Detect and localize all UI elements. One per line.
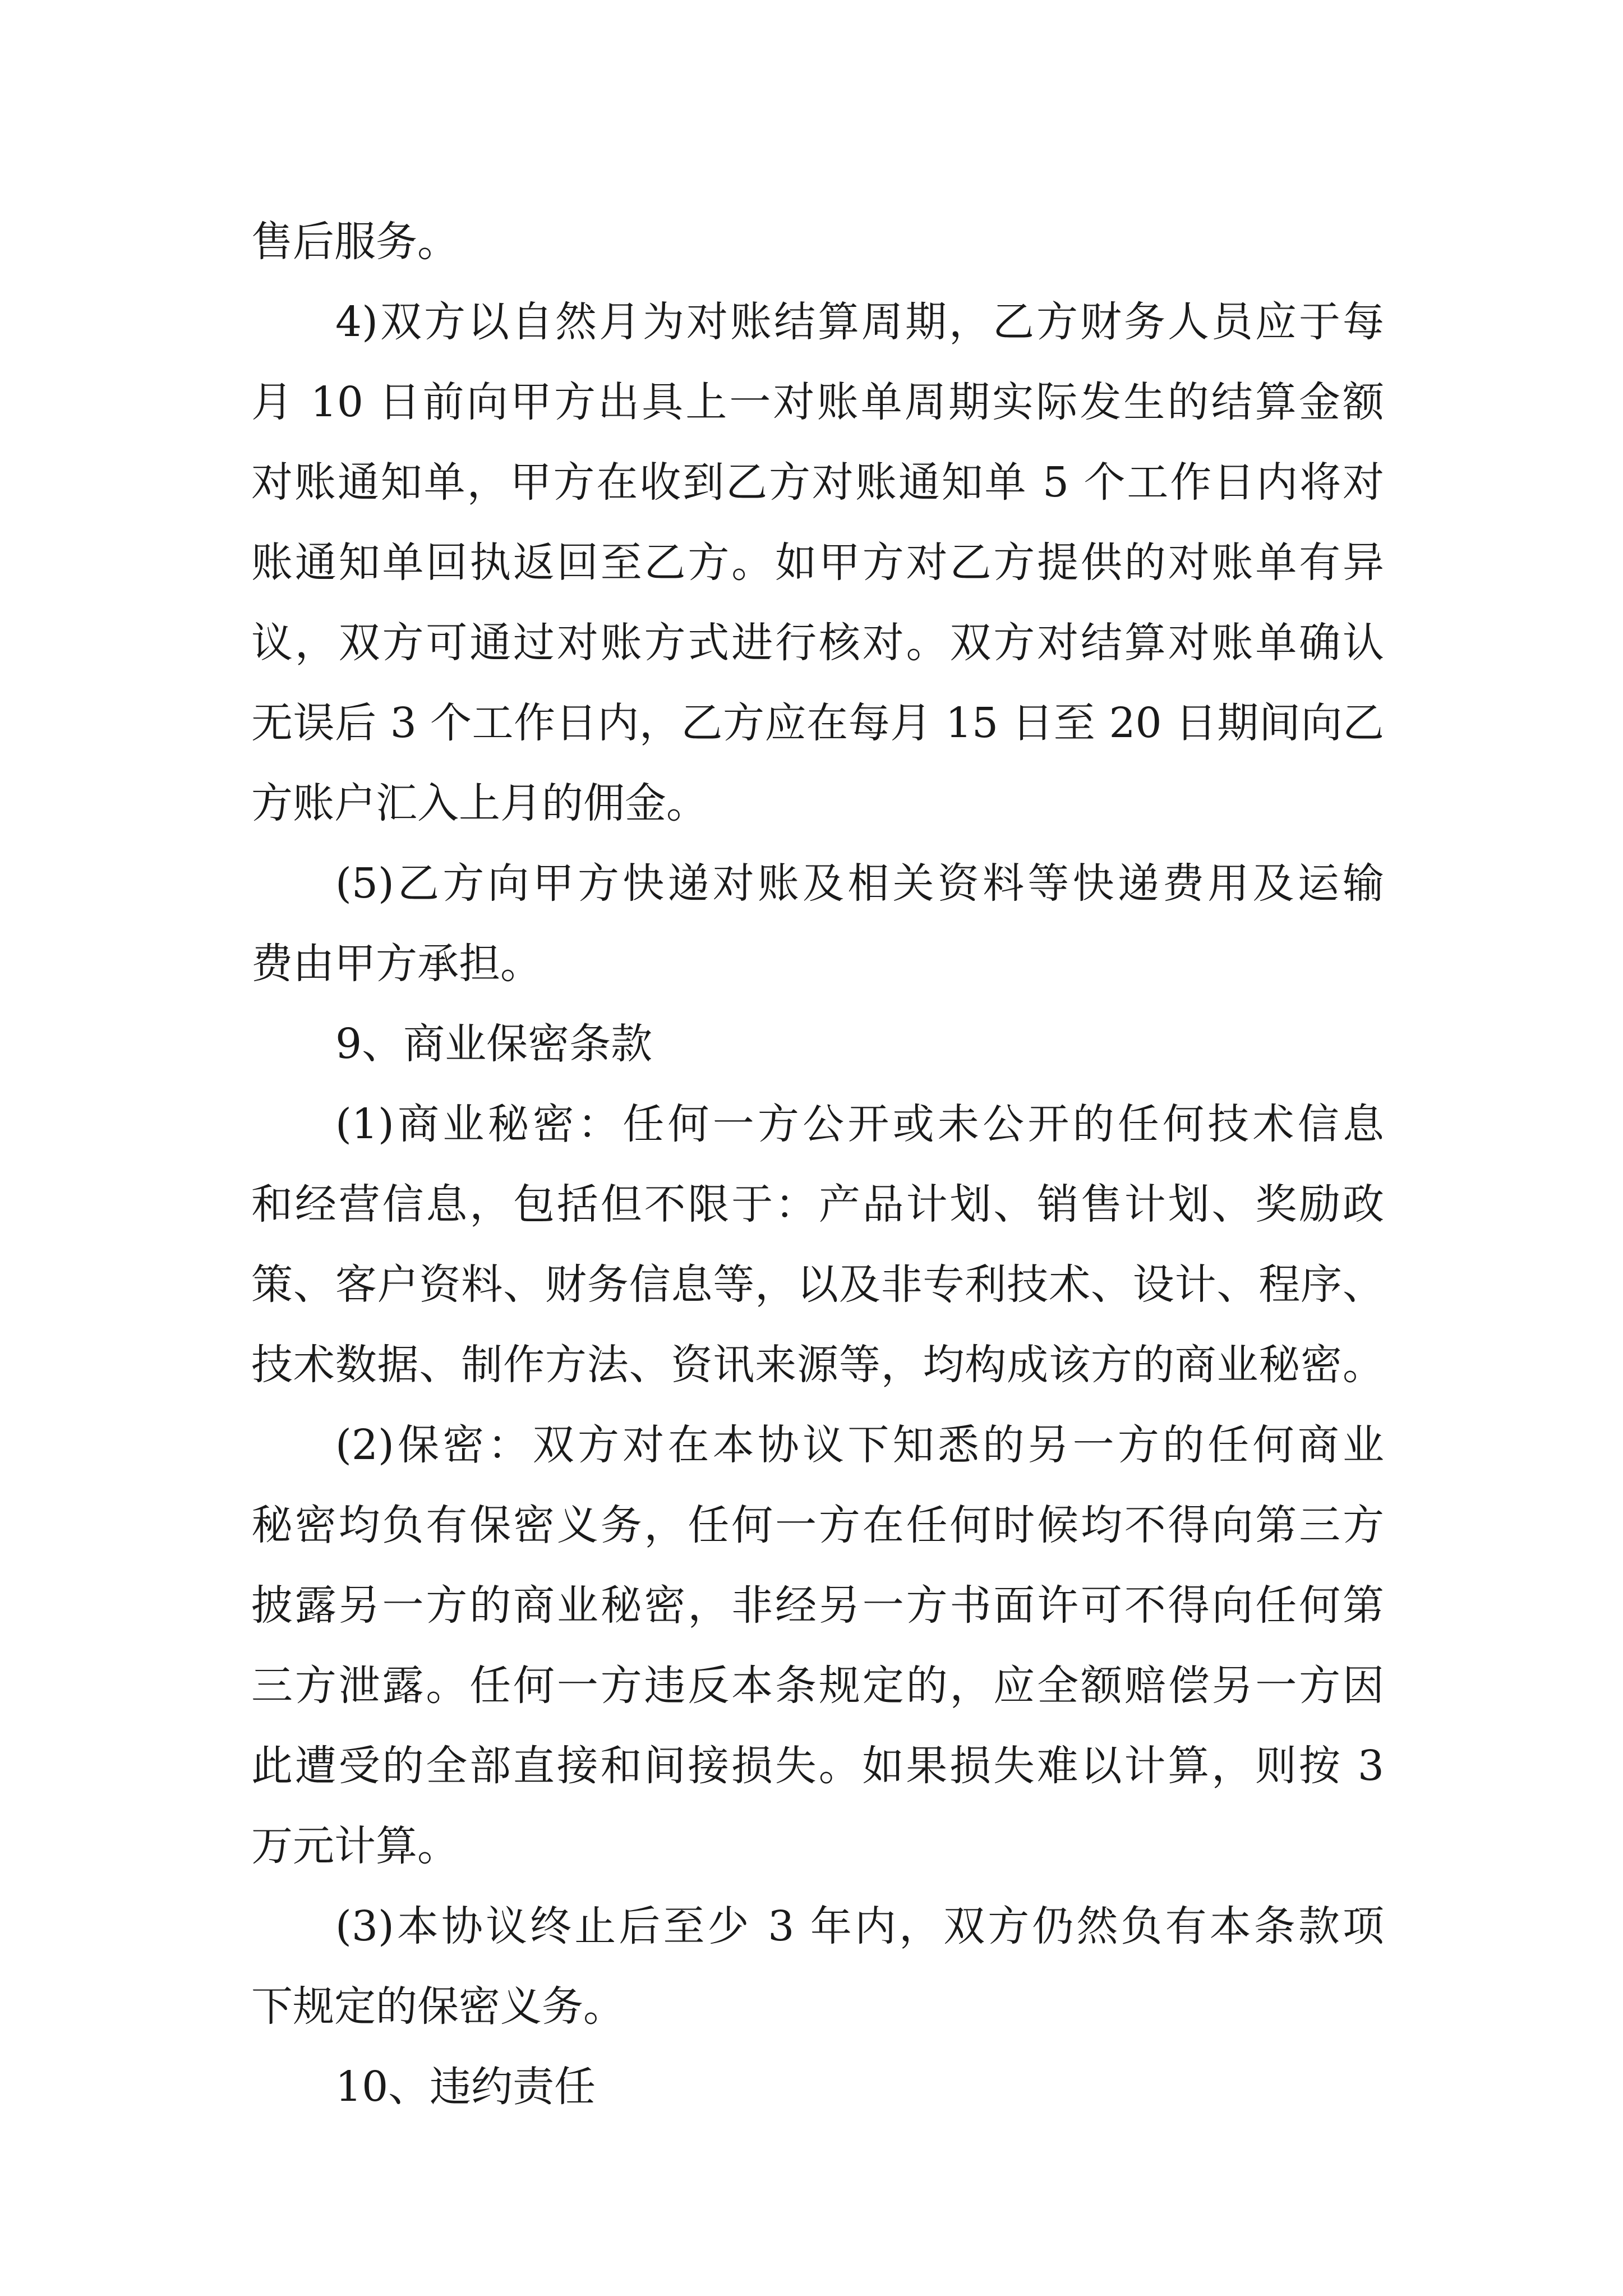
text-line: 秘密均负有保密义务，任何一方在任何时候均不得向第三方 [251,1501,1384,1549]
text-line: 此遭受的全部直接和间接损失。如果损失难以计算，则按 3 [251,1742,1384,1790]
text-line: 账通知单回执返回至乙方。如甲方对乙方提供的对账单有异 [251,539,1384,587]
text-line: (3)本协议终止后至少 3 年内，双方仍然负有本条款项 [335,1902,1384,1950]
text-line: 月 10 日前向甲方出具上一对账单周期实际发生的结算金额 [251,378,1384,426]
text-line: 披露另一方的商业秘密，非经另一方书面许可不得向任何第 [251,1581,1384,1630]
text-line: 策、客户资料、财务信息等，以及非专利技术、设计、程序、 [251,1260,1384,1309]
text-line: 无误后 3 个工作日内，乙方应在每月 15 日至 20 日期间向乙 [251,699,1384,747]
text-line: 议，双方可通过对账方式进行核对。双方对结算对账单确认 [251,619,1384,667]
text-line: 4)双方以自然月为对账结算周期，乙方财务人员应于每 [335,298,1384,346]
text-line: 三方泄露。任何一方违反本条规定的，应全额赔偿另一方因 [251,1662,1384,1710]
text-line: (2)保密：双方对在本协议下知悉的另一方的任何商业 [335,1421,1384,1469]
text-line: (1)商业秘密：任何一方公开或未公开的任何技术信息 [335,1100,1384,1148]
document-body [251,202,1384,2127]
text-line: 技术数据、制作方法、资讯来源等，均构成该方的商业秘密。 [251,1341,1384,1389]
text-line: 售后服务。 [251,218,459,266]
text-line: 下规定的保密义务。 [251,1982,625,2031]
section-heading: 10、违约责任 [335,2063,596,2111]
text-line: 和经营信息，包括但不限于：产品计划、销售计划、奖励政 [251,1180,1384,1228]
text-line: 方账户汇入上月的佣金。 [251,779,708,827]
text-line: 万元计算。 [251,1822,459,1870]
section-heading: 9、商业保密条款 [335,1020,653,1068]
text-line: 费由甲方承担。 [251,940,542,988]
text-line: (5)乙方向甲方快递对账及相关资料等快递费用及运输 [335,859,1384,908]
text-line: 对账通知单，甲方在收到乙方对账通知单 5 个工作日内将对 [251,458,1384,507]
